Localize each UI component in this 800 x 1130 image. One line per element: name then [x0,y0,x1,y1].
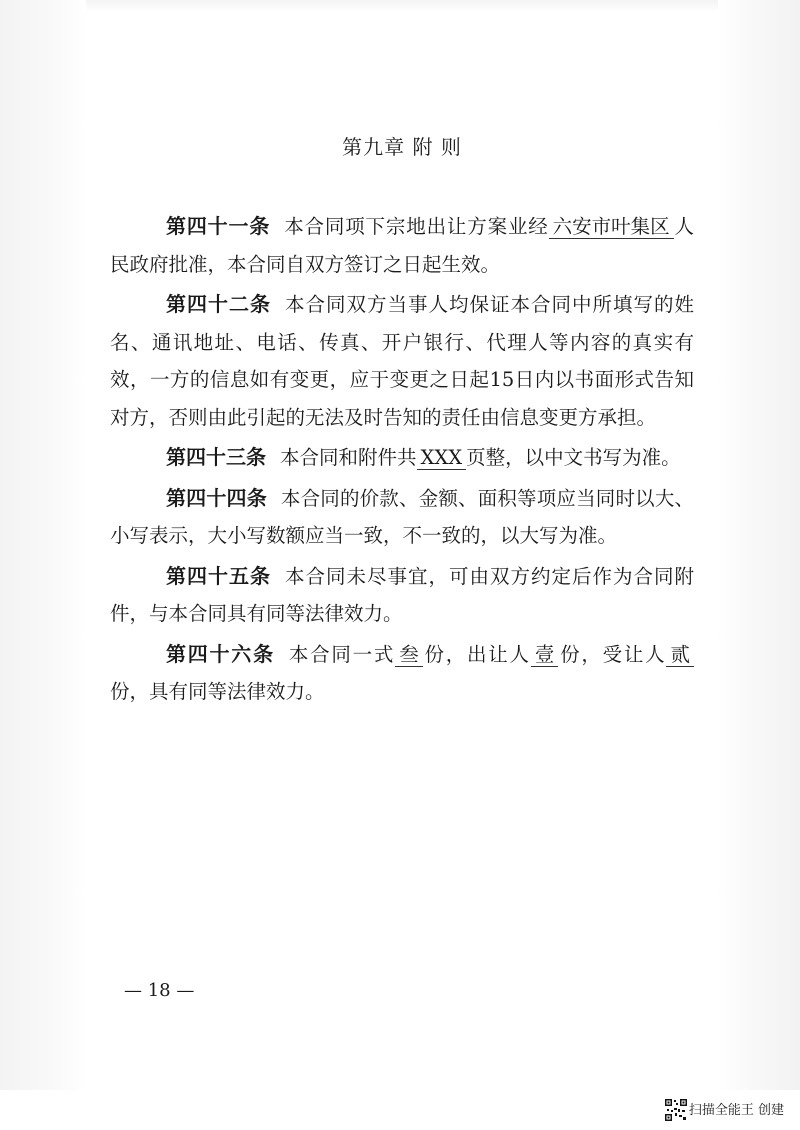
filled-blank: XXX [417,447,467,470]
article-text: 本合同双方当事人均保证本合同中所填写的姓名、通讯地址、电话、传真、开户银行、代理人等内容的真实有效，一方的信息如有变更，应于变更之日起15日内以书面形式告知对方，否则由此引起的无法及时告知的责任由信息变更方承担。 [110,293,694,429]
chapter-title: 第九章 附 则 [342,135,462,159]
article-text: 本合同的价款、金额、面积等项应当同时以大、小写表示，大小写数额应当一致，不一致的，以大写为准。 [110,486,694,547]
scan-shadow-left [0,0,86,1090]
scan-shadow-right [718,0,800,1090]
article-text: 份，具有同等法律效力。 [110,680,325,703]
article-text: 份，受让人 [558,642,667,666]
watermark-text: 扫描全能王 创建 [688,1103,784,1118]
filled-blank: 六安市叶集区 [549,216,674,239]
filled-blank: 叁 [395,644,423,667]
scanner-watermark-bar [0,1090,800,1130]
filled-blank: 壹 [531,644,559,667]
article-label: 第四十三条 [166,445,266,469]
articles-body [110,208,694,711]
article-text: 本合同项下宗地出让方案业经 [284,215,549,238]
article-label: 第四十一条 [166,214,271,238]
article-paragraph [110,636,694,711]
article-text: 本合同未尽事宜，可由双方约定后作为合同附件，与本合同具有同等法律效力。 [110,564,694,625]
article-label: 第四十四条 [166,485,267,510]
article-label: 第四十五条 [166,563,271,588]
article-text: 人民政府批准，本合同自双方签订之日起生效。 [110,215,694,276]
article-text: 份，出让人 [422,642,531,666]
article-paragraph [110,208,694,283]
article-label: 第四十六条 [166,641,275,666]
article-text: 本合同一式 [288,642,396,666]
article-paragraph [110,439,694,477]
article-paragraph [110,558,694,633]
article-paragraph [110,480,694,555]
article-text: 本合同和附件共 [280,446,417,469]
filled-blank: 贰 [666,644,694,667]
article-label: 第四十二条 [166,292,271,316]
article-paragraph [110,286,694,436]
document-page [86,0,718,1090]
page-number: — 18 — [124,980,195,1001]
article-text: 页整，以中文书写为准。 [466,446,681,469]
qr-code-icon [664,1098,688,1122]
